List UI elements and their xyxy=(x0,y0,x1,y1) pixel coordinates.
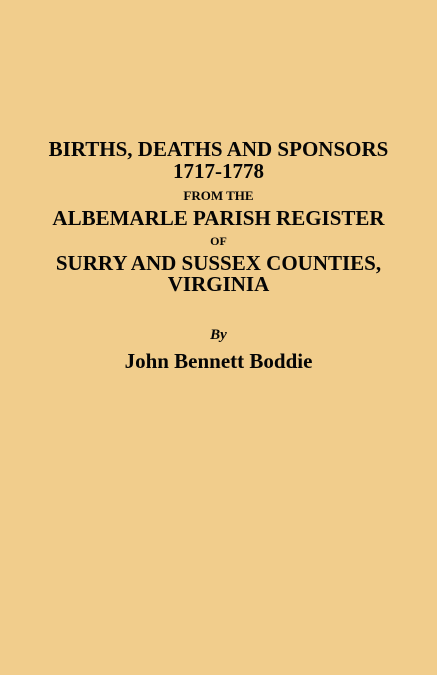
title-line-register: ALBEMARLE PARISH REGISTER xyxy=(52,206,385,230)
title-connector-from-the: FROM THE xyxy=(183,188,254,203)
author-name: John Bennett Boddie xyxy=(124,349,313,373)
title-line-1: BIRTHS, DEATHS AND SPONSORS xyxy=(48,137,389,161)
title-line-virginia: VIRGINIA xyxy=(167,272,270,296)
by-label: By xyxy=(210,327,227,343)
title-date-range: 1717-1778 xyxy=(173,159,264,183)
title-line-counties: SURRY AND SUSSEX COUNTIES, xyxy=(55,251,382,275)
title-connector-of: OF xyxy=(210,234,227,248)
